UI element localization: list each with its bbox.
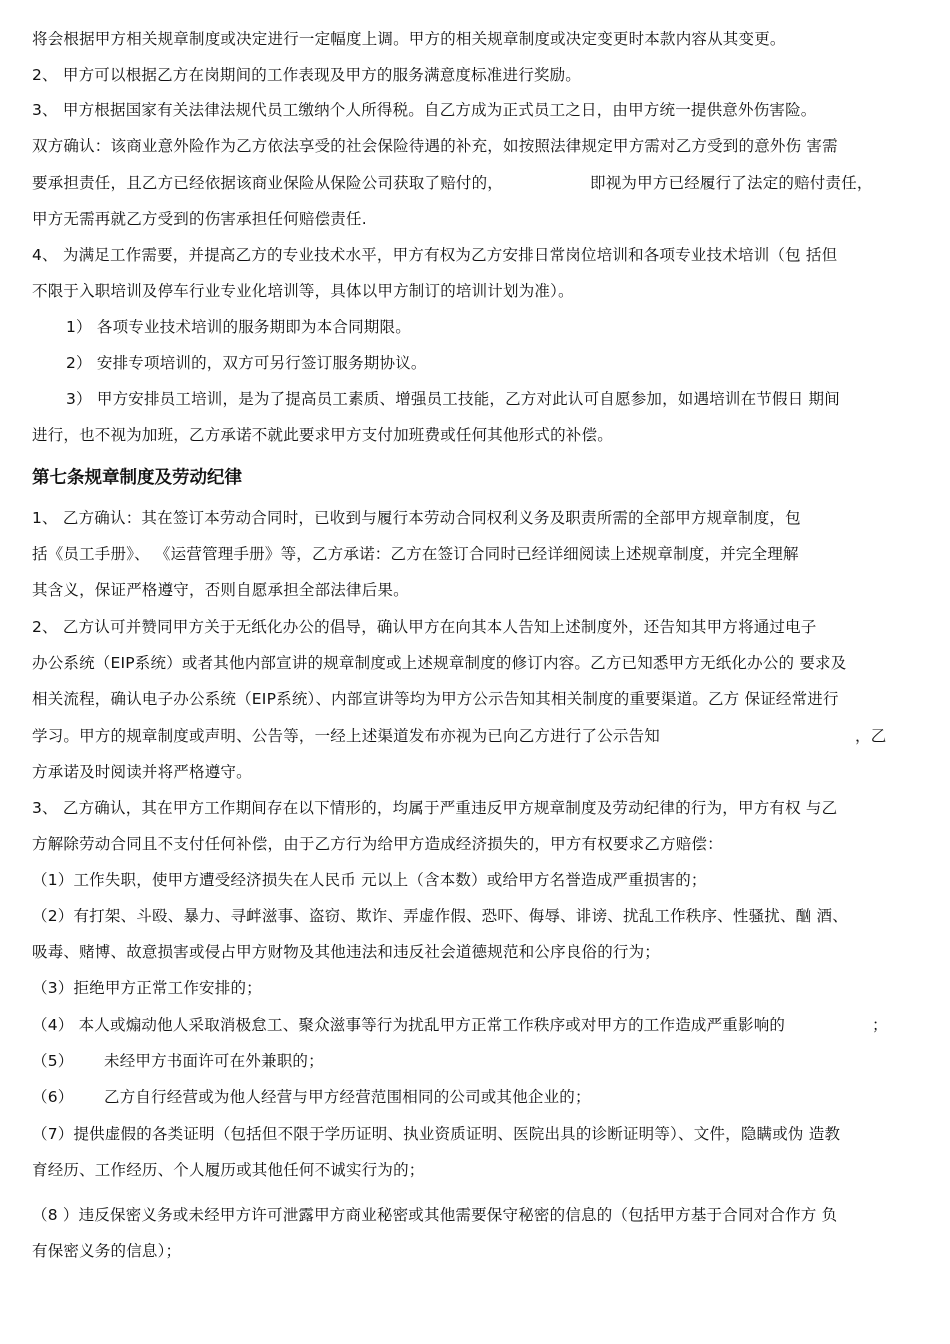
list-item-1: （1）工作失职，使甲方遭受经济损失在人民币 元以上（含本数）或给甲方名誉造成严重损害的； [32, 871, 707, 889]
sub-item-3: 3） 甲方安排员工培训，是为了提高员工素质、增强员工技能，乙方对此认可自愿参加，如遇培训在节假日 期间 [66, 390, 840, 408]
paragraph-line: 学习。甲方的规章制度或声明、公告等，一经上述渠道发布亦视为已向乙方进行了公示告知 [32, 727, 661, 745]
paragraph-line: 括《员工手册》、 《运营管理手册》等，乙方承诺：乙方在签订合同时已经详细阅读上述规章制度，并完全理解 [32, 545, 799, 563]
list-item-8: （8 ）违反保密义务或未经甲方许可泄露甲方商业秘密或其他需要保守秘密的信息的（包括甲方基于合同对合作方 负 [32, 1206, 838, 1224]
clause-3-line: 3、 乙方确认，其在甲方工作期间存在以下情形的，均属于严重违反甲方规章制度及劳动纪律的行为，甲方有权 与乙 [32, 799, 838, 817]
paragraph-line: 有保密义务的信息）； [32, 1242, 182, 1260]
list-item-4: （4） 本人或煽动他人采取消极怠工、聚众滋事等行为扰乱甲方正常工作秩序或对甲方的工作造成严重影响的 [32, 1016, 786, 1034]
clause-4-line: 4、 为满足工作需要，并提高乙方的专业技术水平，甲方有权为乙方安排日常岗位培训和各项专业技术培训（包 括但 [32, 246, 838, 264]
paragraph-line: 要承担责任，且乙方已经依据该商业保险从保险公司获取了赔付的， [32, 174, 504, 192]
paragraph-line: 其含义，保证严格遵守，否则自愿承担全部法律后果。 [32, 581, 409, 599]
clause-3-line: 3、 甲方根据国家有关法律法规代员工缴纳个人所得税。自乙方成为正式员工之日，由甲方统一提供意外伤害险。 [32, 101, 817, 119]
paragraph-line: 不限于入职培训及停车行业专业化培训等，具体以甲方制订的培训计划为准）。 [32, 282, 574, 300]
paragraph-line: 双方确认：该商业意外险作为乙方依法享受的社会保险待遇的补充，如按照法律规定甲方需对乙方受到的意外伤 害需 [32, 137, 838, 155]
list-item-5-number: （5） [32, 1052, 74, 1070]
paragraph-line: 将会根据甲方相关规章制度或决定进行一定幅度上调。甲方的相关规章制度或决定变更时本款内容从其变更。 [32, 30, 786, 48]
section-heading: 第七条规章制度及劳动纪律 [32, 468, 242, 488]
list-item-4-end: ； [872, 1016, 888, 1034]
paragraph-line: ，乙 [855, 727, 887, 745]
sub-item-1: 1） 各项专业技术培训的服务期即为本合同期限。 [66, 318, 411, 336]
clause-2-line: 2、 甲方可以根据乙方在岗期间的工作表现及甲方的服务满意度标准进行奖励。 [32, 66, 581, 84]
paragraph-line: 方解除劳动合同且不支付任何补偿，由于乙方行为给甲方造成经济损失的，甲方有权要求乙方赔偿： [32, 835, 723, 853]
paragraph-line: 方承诺及时阅读并将严格遵守。 [32, 763, 252, 781]
clause-1-line: 1、 乙方确认：其在签订本劳动合同时，已收到与履行本劳动合同权利义务及职责所需的全部甲方规章制度，包 [32, 509, 801, 527]
clause-2-line: 2、 乙方认可并赞同甲方关于无纸化办公的倡导，确认甲方在向其本人告知上述制度外，还告知其甲方将通过电子 [32, 618, 817, 636]
paragraph-line: 办公系统（EIP系统）或者其他内部宣讲的规章制度或上述规章制度的修订内容。乙方已知悉甲方无纸化办公的 要求及 [32, 654, 847, 672]
paragraph-line: 即视为甲方已经履行了法定的赔付责任， [590, 174, 873, 192]
list-item-2: （2）有打架、斗殴、暴力、寻衅滋事、盗窃、欺诈、弄虚作假、恐吓、侮辱、诽谤、扰乱工作秩序、性骚扰、酗 酒、 [32, 907, 848, 925]
sub-item-2: 2） 安排专项培训的，双方可另行签订服务期协议。 [66, 354, 427, 372]
paragraph-line: 甲方无需再就乙方受到的伤害承担任何赔偿责任. [32, 210, 367, 228]
list-item-3: （3）拒绝甲方正常工作安排的； [32, 979, 262, 997]
paragraph-line: 相关流程，确认电子办公系统（EIP系统）、内部宣讲等均为甲方公示告知其相关制度的重要渠道。乙方 保证经常进行 [32, 690, 839, 708]
paragraph-line: 育经历、工作经历、个人履历或其他任何不诚实行为的； [32, 1161, 425, 1179]
list-item-6: 乙方自行经营或为他人经营与甲方经营范围相同的公司或其他企业的； [104, 1088, 591, 1106]
list-item-5: 未经甲方书面许可在外兼职的； [104, 1052, 324, 1070]
paragraph-line: 进行，也不视为加班，乙方承诺不就此要求甲方支付加班费或任何其他形式的补偿。 [32, 426, 613, 444]
list-item-6-number: （6） [32, 1088, 74, 1106]
paragraph-line: 吸毒、赌博、故意损害或侵占甲方财物及其他违法和违反社会道德规范和公序良俗的行为； [32, 943, 661, 961]
list-item-7: （7）提供虚假的各类证明（包括但不限于学历证明、执业资质证明、医院出具的诊断证明等）、文件，隐瞒或伪 造教 [32, 1125, 841, 1143]
